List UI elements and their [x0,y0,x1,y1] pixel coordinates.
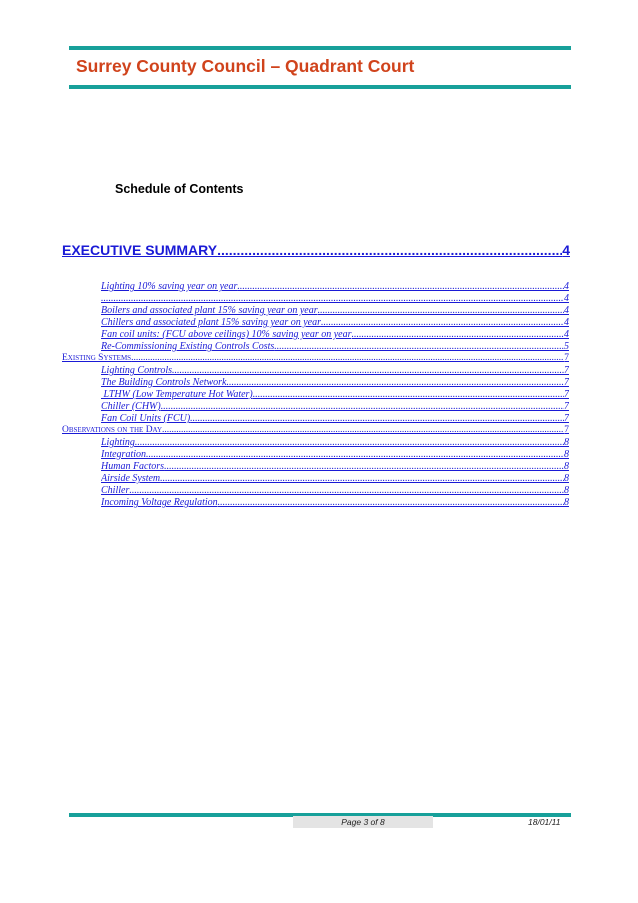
toc-entry-incoming-voltage[interactable] [101,497,569,508]
toc-entry-page: 7 [564,413,569,424]
toc-entry-lighting-controls[interactable] [101,365,569,376]
toc-entry-label: Fan coil units: (FCU above ceilings) 10% saving year on year [101,329,352,340]
toc-leader-dots [190,413,564,424]
toc-entry-page: 8 [564,485,569,496]
toc-leader-dots [218,497,564,508]
toc-entry-page: 8 [564,461,569,472]
toc-entry-label: Incoming Voltage Regulation [101,497,218,508]
toc-entry-label: LTHW (Low Temperature Hot Water) [101,389,253,400]
toc-entry-page: 4 [564,305,569,316]
toc-leader-dots [162,425,564,436]
toc-entry-page: 8 [564,449,569,460]
toc-leader-dots [318,305,564,316]
footer-date: 18/01/11 [528,817,561,827]
toc-entry-label: Lighting Controls [101,365,173,376]
toc-entry-page: 7 [564,401,569,412]
toc-leader-dots [352,329,565,340]
toc-entry-label: Lighting [101,437,135,448]
toc-entry-label: Chiller (CHW) [101,401,161,412]
toc-entry-label: Chiller [101,485,130,496]
toc-entry-page: 7 [564,365,569,376]
toc-leader-dots [160,473,564,484]
toc-leader-dots [164,461,564,472]
toc-entry-blank[interactable] [101,293,569,304]
toc-leader-dots [131,353,564,364]
toc-entry-observations[interactable] [62,425,569,436]
toc-leader-dots [135,437,564,448]
toc-entry-page: 7 [564,377,569,388]
toc-leader-dots [146,449,564,460]
footer-page-number: Page 3 of 8 [293,816,433,828]
toc-entry-fan-coil-units[interactable] [101,413,569,424]
toc-leader-dots [161,401,564,412]
toc-entry-label: Airside System [101,473,161,484]
toc-entry-page: 8 [564,437,569,448]
toc-entry-page: 5 [564,341,569,352]
toc-entry-page: 4 [562,242,570,258]
toc-leader-dots [129,485,564,496]
toc-entry-recommissioning[interactable] [101,341,569,352]
toc-leader-dots [321,317,564,328]
toc-entry-airside-system[interactable] [101,473,569,484]
toc-entry-page: 7 [564,353,569,363]
toc-entry-label: Fan Coil Units (FCU) [101,413,191,424]
toc-entry-label: Boilers and associated plant 15% saving year on year [101,305,318,316]
toc-entry-building-controls-network[interactable] [101,377,569,388]
toc-entry-label: The Building Controls Network [101,377,227,388]
schedule-heading: Schedule of Contents [115,182,244,196]
toc-entry-lighting-saving[interactable] [101,281,569,292]
toc-entry-page: 7 [564,389,569,400]
toc-entry-boilers-saving[interactable] [101,305,569,316]
toc-leader-dots [237,281,564,292]
toc-entry-page: 7 [564,425,569,435]
toc-entry-label: Observations on the Day [62,425,163,435]
toc-entry-label: Lighting 10% saving year on year [101,281,238,292]
toc-entry-page: 8 [564,473,569,484]
toc-entry-human-factors[interactable] [101,461,569,472]
toc-entry-page: 4 [564,293,569,304]
toc-leader-dots [253,389,564,400]
toc-entry-page: 4 [564,281,569,292]
toc-entry-executive-summary[interactable] [62,242,570,258]
toc-entry-page: 8 [564,497,569,508]
toc-leader-dots [172,365,564,376]
toc-entry-chillers-saving[interactable] [101,317,569,328]
toc-entry-label: Re-Commissioning Existing Controls Costs [101,341,275,352]
toc-entry-integration[interactable] [101,449,569,460]
toc-entry-existing-systems[interactable] [62,353,569,364]
document-title: Surrey County Council – Quadrant Court [76,56,415,76]
toc-entry-fan-coil-saving[interactable] [101,329,569,340]
toc-leader-dots [226,377,564,388]
header-rule-bottom [69,85,571,89]
toc-entry-label: Integration [101,449,146,460]
toc-entry-lighting[interactable] [101,437,569,448]
toc-entry-chiller[interactable] [101,485,569,496]
toc-entry-lthw[interactable] [101,389,569,400]
toc-entry-page: 4 [564,317,569,328]
toc-entry-page: 4 [564,329,569,340]
toc-entry-chiller-chw[interactable] [101,401,569,412]
toc-leader-dots [274,341,564,352]
toc-entry-label: Human Factors [101,461,165,472]
toc-entry-label: Existing Systems [62,353,132,363]
toc-leader-dots [217,242,562,258]
toc-entry-label: Chillers and associated plant 15% saving year on year [101,317,321,328]
toc-entry-label: EXECUTIVE SUMMARY [62,242,218,258]
header-rule-top [69,46,571,50]
toc-leader-dots [101,293,564,304]
